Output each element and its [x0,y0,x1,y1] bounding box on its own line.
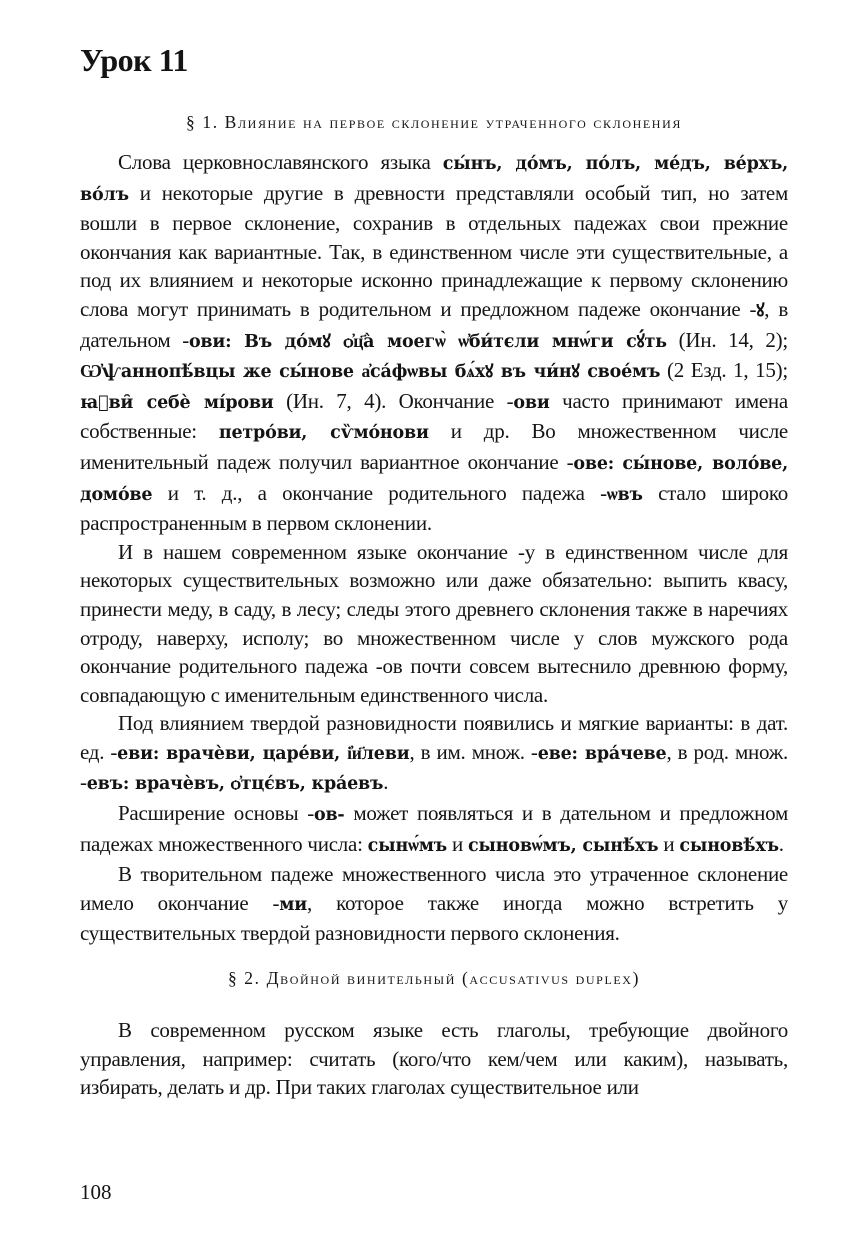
text-run: , в род. множ. - [80,739,789,795]
text-run: стало широко распространенным в первом склонении. [80,480,788,536]
text-run: (Ин. 14, 2); [666,327,788,352]
church-slavonic-text: евъ: врачѐвъ, ѻ҆тцє́въ, кра́евъ [86,774,384,795]
church-slavonic-text: сыновѣ́хъ [679,835,779,856]
section-1-paragraph-1 [80,148,788,538]
text-run: (Ин. 7, 4). Окончание - [273,388,514,413]
text-run: и т. д., а окончание родительного падежа - [152,480,607,505]
church-slavonic-text: ꙋ [756,300,765,321]
section-2-heading: § 2. Двойной винительный (accusativus duplex) [227,968,641,989]
church-slavonic-text: сыновѡ́мъ, сынѣ́хъ [467,835,659,856]
section-1-paragraph-5 [80,860,788,948]
church-slavonic-text: ови [513,392,550,413]
church-slavonic-text: ов- [313,805,345,826]
church-slavonic-text: ови: Въ до́мꙋ ѻ҆ц҃а̀ моегѡ̀ ѡ҆би́тєли мнѡ́ги сꙋ́ть [188,331,667,352]
text-run: В творительном падеже множественного числа это утраченное склонение имело окончание - [80,862,788,915]
text-run: часто принимают имена собственные: [80,388,788,444]
church-slavonic-text: ѡвъ [606,484,643,505]
church-slavonic-text: Ѡ҆ѱаннопѣ́вцы же сы́нове а҆са́фѡвы бѧ́хꙋ въ чи́нꙋ свое́мъ [80,362,661,383]
section-1-paragraph-2: И в нашем современном языке окончание -у в единственном числе для некоторых существительных возможно или даже обязательно: выпить квасу, принести меду, в саду, в лесу; следы этого древнего склонения также в наречиях отроду, наверху, исполу; во множественном числе у слов мужского рода окончание родительного падежа -ов почти совсем вытеснило древнюю форму, совпадающую с именительным единственного числа. [80,539,788,707]
lesson-title: Урок 11 [80,42,188,78]
text-run: и некоторые другие в древности представляли особый тип, но затем вошли в первое склонение, сохранив в отдельных падежах свои прежние окончания как вариантные. Так, в единственном числе эти существительные, а под их влиянием и некоторые исконно принадлежащие к первому склонению слова могут принимать в родительном и предложном падеже окончание - [80,180,788,321]
church-slavonic-text: сы́нове, воло́ве, домо́ве [80,453,789,505]
text-run: , в им. множ. - [409,739,538,764]
church-slavonic-text: ми [279,894,308,915]
section-2-paragraph-1: В современном русском языке есть глаголы, требующие двойного управления, например: считать (кого/что кем/чем или каким), называть, избирать, делать и др. При таких глаголах существительное или [80,1018,788,1100]
church-slavonic-text: еве: вра́чеве [537,743,667,764]
page-content [80,40,788,1102]
text-run: , в дательном - [80,296,788,352]
text-run: . [778,831,784,856]
text-run: Слова церковнославянского языка [118,150,443,174]
church-slavonic-text: сынѡ́мъ [367,835,447,856]
church-slavonic-text: петро́ви, сѷмо́нови [218,423,429,444]
section-1-heading: § 1. Влияние на первое склонение утраченного склонения [186,112,682,132]
text-run: (2 Езд. 1, 15); [660,358,789,383]
church-slavonic-text: сы́нъ, до́мъ, по́лъ, ме́дъ, ве́рхъ, во́лъ [80,154,789,205]
text-run: Под влиянием твердой разновидности появились и мягкие варианты: в дат. ед. - [80,711,788,764]
text-run: и [658,831,680,856]
church-slavonic-text: еви: врачѐви, царе́ви, і҆и҃леви [117,743,410,764]
page-number: 108 [80,1180,112,1204]
church-slavonic-text: ове: [573,453,615,474]
text-run: и [446,831,468,856]
church-slavonic-text: ꙗ҆ви̑ себѐ мі́рови [80,392,274,413]
text-run: и др. Во множественном числе именительный падеж получил вариантное окончание - [80,419,788,474]
text-run: Расширение основы - [118,801,314,826]
section-1-paragraph-3 [80,709,788,799]
text-run: , которое также иногда можно встретить у существительных твердой разновидности первого склонения. [80,890,789,946]
section-1-paragraph-4 [80,799,788,860]
text-run: может появляться и в дательном и предложном падежах множественного числа: [80,801,788,856]
text-run: . [383,770,389,795]
